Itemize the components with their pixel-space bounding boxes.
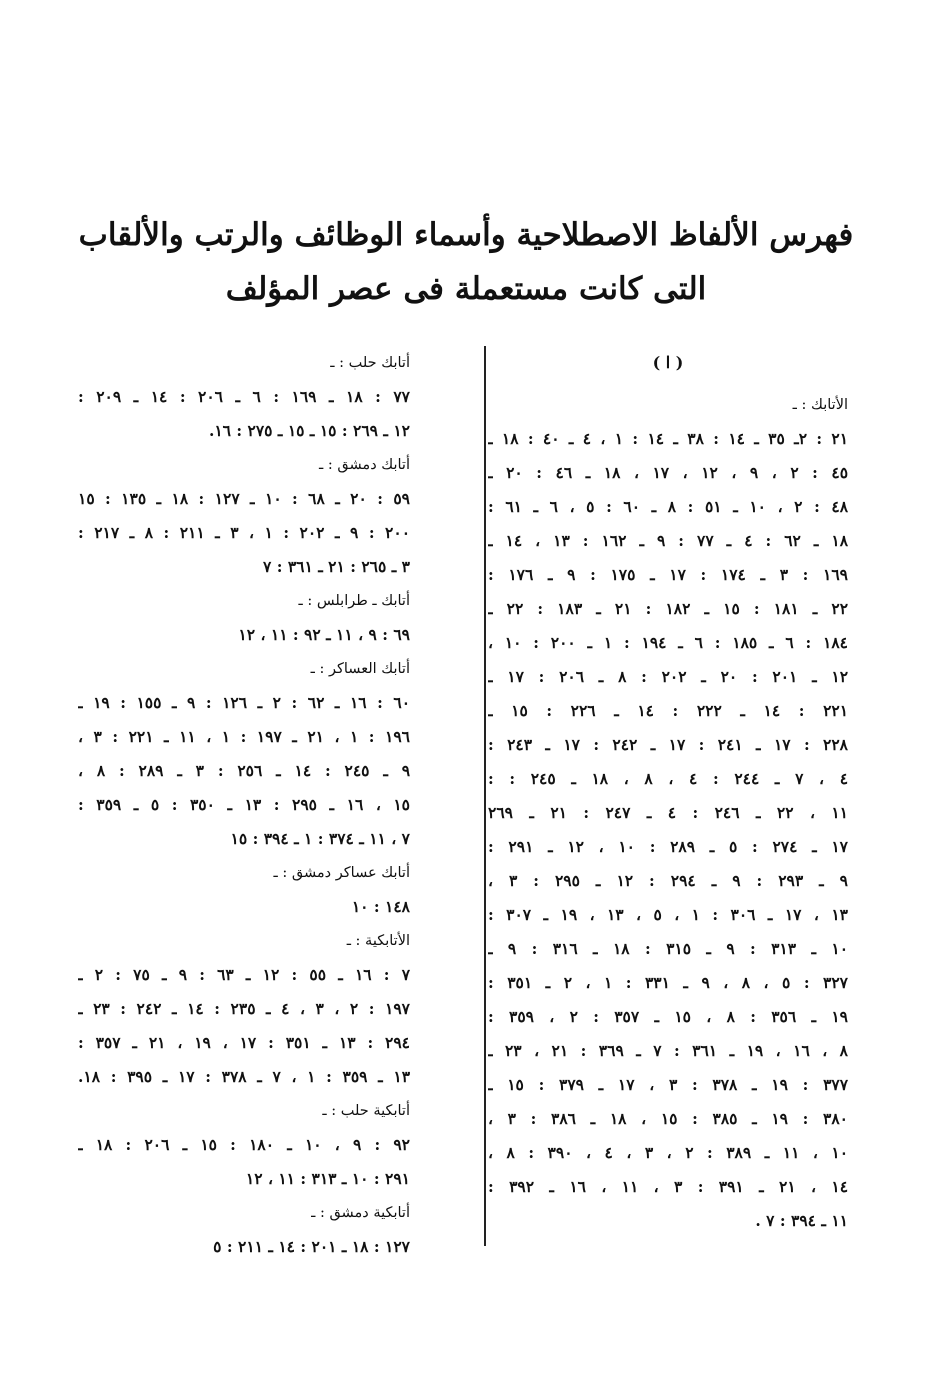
section-heading: الأتابكية : ـ bbox=[346, 933, 410, 949]
entry-line: ٤٥ : ٢ ، ٩ ، ١٢ ، ١٧ ، ١٨ ـ ٤٦ : ٢٠ ـ bbox=[488, 463, 848, 482]
entry-line: ٢١ : ٢ـ ٣٥ ـ ١٤ : ٣٨ ـ ١٤ : ١ ، ٤ ـ ٤٠ : ١٨ ـ bbox=[488, 429, 848, 448]
entry-line: ٣ ـ ٢٦٥ : ٢١ ـ ٣٦١ : ٧ bbox=[263, 557, 410, 576]
index-section bbox=[78, 1196, 410, 1264]
index-section bbox=[78, 346, 410, 448]
entry-line: ٦٩ : ٩ ، ١١ ـ ٩٢ : ١١ ، ١٢ bbox=[238, 625, 410, 644]
index-section bbox=[78, 924, 410, 1094]
entry-line: ١٢ ـ ٢٦٩ : ١٥ ـ ١٥ ـ ٢٧٥ : ١٦. bbox=[208, 421, 410, 440]
entry-line: ١٢ ـ ٢٠١ : ٢٠ ـ ٢٠٢ : ٨ ـ ٢٠٦ : ١٧ ـ bbox=[488, 667, 848, 686]
entry-line: ١١ ، ٢٢ ـ ٢٤٦ : ٤ ـ ٢٤٧ : ٢١ ـ ٢٦٩ bbox=[488, 803, 848, 822]
entry-line: ١٦٩ : ٣ ـ ١٧٤ : ١٧ ـ ١٧٥ : ٩ ـ ١٧٦ : bbox=[488, 565, 848, 584]
entry-line: ١٤ ، ٢١ ـ ٣٩١ : ٣ ، ١١ ، ١٦ ـ ٣٩٢ : bbox=[488, 1177, 848, 1196]
entry-line: ١٨٤ : ٦ ـ ١٨٥ : ٦ ـ ١٩٤ : ١ ـ ٢٠٠ : ١٠ ، bbox=[488, 633, 848, 652]
entry-line: ٢٩١ : ١٠ ـ ٣١٣ : ١١ ، ١٢ bbox=[245, 1169, 410, 1188]
index-section bbox=[78, 652, 410, 856]
entry-line: ٣٢٧ : ٥ ، ٨ ، ٩ ـ ٣٣١ : ١ ، ٢ ـ ٣٥١ : bbox=[488, 973, 848, 992]
index-section bbox=[78, 448, 410, 584]
index-section bbox=[488, 388, 848, 1238]
index-section bbox=[78, 584, 410, 652]
entry-line: ٢٢١ : ١٤ ـ ٢٢٢ : ١٤ ـ ٢٢٦ : ١٥ ـ bbox=[488, 701, 848, 720]
section-heading: أتابك عساكر دمشق : ـ bbox=[273, 865, 410, 881]
entry-line: ١٢٧ : ١٨ ـ ٢٠١ : ١٤ ـ ٢١١ : ٥ bbox=[213, 1237, 410, 1256]
entry-line: ٣٨٠ : ١٩ ـ ٣٨٥ : ١٥ ، ١٨ ـ ٣٨٦ : ٣ ، bbox=[488, 1109, 848, 1128]
entry-line: ١٣ ـ ٣٥٩ : ١ ، ٧ ـ ٣٧٨ : ١٧ ـ ٣٩٥ : ١٨. bbox=[78, 1067, 410, 1086]
entry-line: ٨ ، ١٦ ، ١٩ ـ ٣٦١ : ٧ ـ ٣٦٩ : ٢١ ، ٢٣ ـ bbox=[488, 1041, 848, 1060]
left-column bbox=[78, 346, 448, 1264]
entry-line: ١٩ ـ ٣٥٦ : ٨ ، ١٥ ـ ٣٥٧ : ٢ ، ٣٥٩ : bbox=[488, 1007, 848, 1026]
entry-line: ٣٧٧ : ١٩ ـ ٣٧٨ : ٣ ، ١٧ ـ ٣٧٩ : ١٥ ـ bbox=[488, 1075, 848, 1094]
entry-line: ٩ ـ ٢٩٣ : ٩ ـ ٢٩٤ : ١٢ ـ ٢٩٥ : ٣ ، bbox=[488, 871, 848, 890]
section-heading: أتابك ـ طرابلس : ـ bbox=[298, 593, 410, 609]
entry-line: ٤ ، ٧ ـ ٢٤٤ : ٤ ، ٨ ، ١٨ ـ ٢٤٥ : : bbox=[488, 769, 848, 788]
section-heading: أتابك العساكر : ـ bbox=[310, 661, 410, 677]
entry-line: ٥٩ : ٢٠ ـ ٦٨ : ١٠ ـ ١٢٧ : ١٨ ـ ١٣٥ : ١٥ bbox=[78, 489, 410, 508]
entry-line: ٩ ـ ٢٤٥ : ١٤ ـ ٢٥٦ : ٣ ـ ٢٨٩ : ٨ ، bbox=[78, 761, 410, 780]
entry-line: ٤٨ : ٢ ، ١٠ ـ ٥١ : ٨ ـ ٦٠ : ٥ ، ٦ ـ ٦١ : bbox=[488, 497, 848, 516]
entry-line: ١٧ ـ ٢٧٤ : ٥ ـ ٢٨٩ : ١٠ ، ١٢ ـ ٢٩١ : bbox=[488, 837, 848, 856]
section-heading: أتابك حلب : ـ bbox=[330, 355, 410, 371]
title-line-1: فهرس الألفاظ الاصطلاحية وأسماء الوظائف والرتب والألقاب bbox=[78, 217, 854, 253]
entry-line: ٢٩٤ : ١٣ ـ ٣٥١ : ١٧ ، ١٩ ، ٢١ ـ ٣٥٧ : bbox=[78, 1033, 410, 1052]
entry-line: ١٠ ـ ٣١٣ : ٩ ـ ٣١٥ : ١٨ ـ ٣١٦ : ٩ ـ bbox=[488, 939, 848, 958]
entry-line: ٢٢٨ : ١٧ ـ ٢٤١ : ١٧ ـ ٢٤٢ : ١٧ ـ ٢٤٣ : bbox=[488, 735, 848, 754]
entry-line: ١٤٨ : ١٠ bbox=[351, 897, 410, 916]
entry-line: ٧٧ : ١٨ ـ ١٦٩ : ٦ ـ ٢٠٦ : ١٤ ـ ٢٠٩ : bbox=[78, 387, 410, 406]
section-heading: أتابكية حلب : ـ bbox=[322, 1103, 410, 1119]
entry-line: ٧ : ١٦ ـ ٥٥ : ١٢ ـ ٦٣ : ٩ ـ ٧٥ : ٢ ـ bbox=[78, 965, 410, 984]
index-section bbox=[78, 856, 410, 924]
entry-line: ١٣ ، ١٧ ـ ٣٠٦ : ١ ، ٥ ، ١٣ ، ١٩ ـ ٣٠٧ : bbox=[488, 905, 848, 924]
right-column bbox=[488, 346, 848, 1238]
entry-line: ٢٢ ـ ١٨١ : ١٥ ـ ١٨٢ : ٢١ ـ ١٨٣ : ٢٢ ـ bbox=[488, 599, 848, 618]
entry-line: ١٨ ـ ٦٢ : ٤ ـ ٧٧ : ٩ ـ ١٦٢ : ١٣ ، ١٤ ـ bbox=[488, 531, 848, 550]
entry-line: ٦٠ : ١٦ ـ ٦٢ : ٢ ـ ١٢٦ : ٩ ـ ١٥٥ : ١٩ ـ bbox=[78, 693, 410, 712]
entry-line: ١٥ ، ١٦ ـ ٢٩٥ : ١٣ ـ ٣٥٠ : ٥ ـ ٣٥٩ : bbox=[78, 795, 410, 814]
section-letter: ( ا ) bbox=[652, 353, 684, 372]
entry-line: ١١ ـ ٣٩٤ : ٧ . bbox=[755, 1211, 848, 1230]
entry-line: ١٠ ، ١١ ـ ٣٨٩ : ٢ ، ٣ ، ٤ ، ٣٩٠ : ٨ ، bbox=[488, 1143, 848, 1162]
section-heading: أتابكية دمشق : ـ bbox=[311, 1205, 410, 1221]
index-section bbox=[78, 1094, 410, 1196]
entry-line: ٧ ، ١١ ـ ٣٧٤ : ١ ـ ٣٩٤ : ١٥ bbox=[230, 829, 410, 848]
column-divider bbox=[484, 346, 486, 1246]
entry-line: ١٩٦ : ١ ، ٢١ ـ ١٩٧ : ١ ، ١١ ـ ٢٢١ : ٣ ، bbox=[78, 727, 410, 746]
entry-line: ١٩٧ : ٢ ، ٣ ، ٤ ـ ٢٣٥ : ١٤ ـ ٢٤٢ : ٢٣ ـ bbox=[78, 999, 410, 1018]
page-title bbox=[60, 208, 872, 316]
entry-line: ٢٠٠ : ٩ ـ ٢٠٢ : ١ ، ٣ ـ ٢١١ : ٨ ـ ٢١٧ : bbox=[78, 523, 410, 542]
section-heading: أتابك دمشق : ـ bbox=[319, 457, 410, 473]
entry-line: ٩٢ : ٩ ، ١٠ ـ ١٨٠ : ١٥ ـ ٢٠٦ : ١٨ ـ bbox=[78, 1135, 410, 1154]
section-heading: الأتابك : ـ bbox=[792, 397, 848, 413]
title-line-2: التى كانت مستعملة فى عصر المؤلف bbox=[225, 271, 707, 307]
